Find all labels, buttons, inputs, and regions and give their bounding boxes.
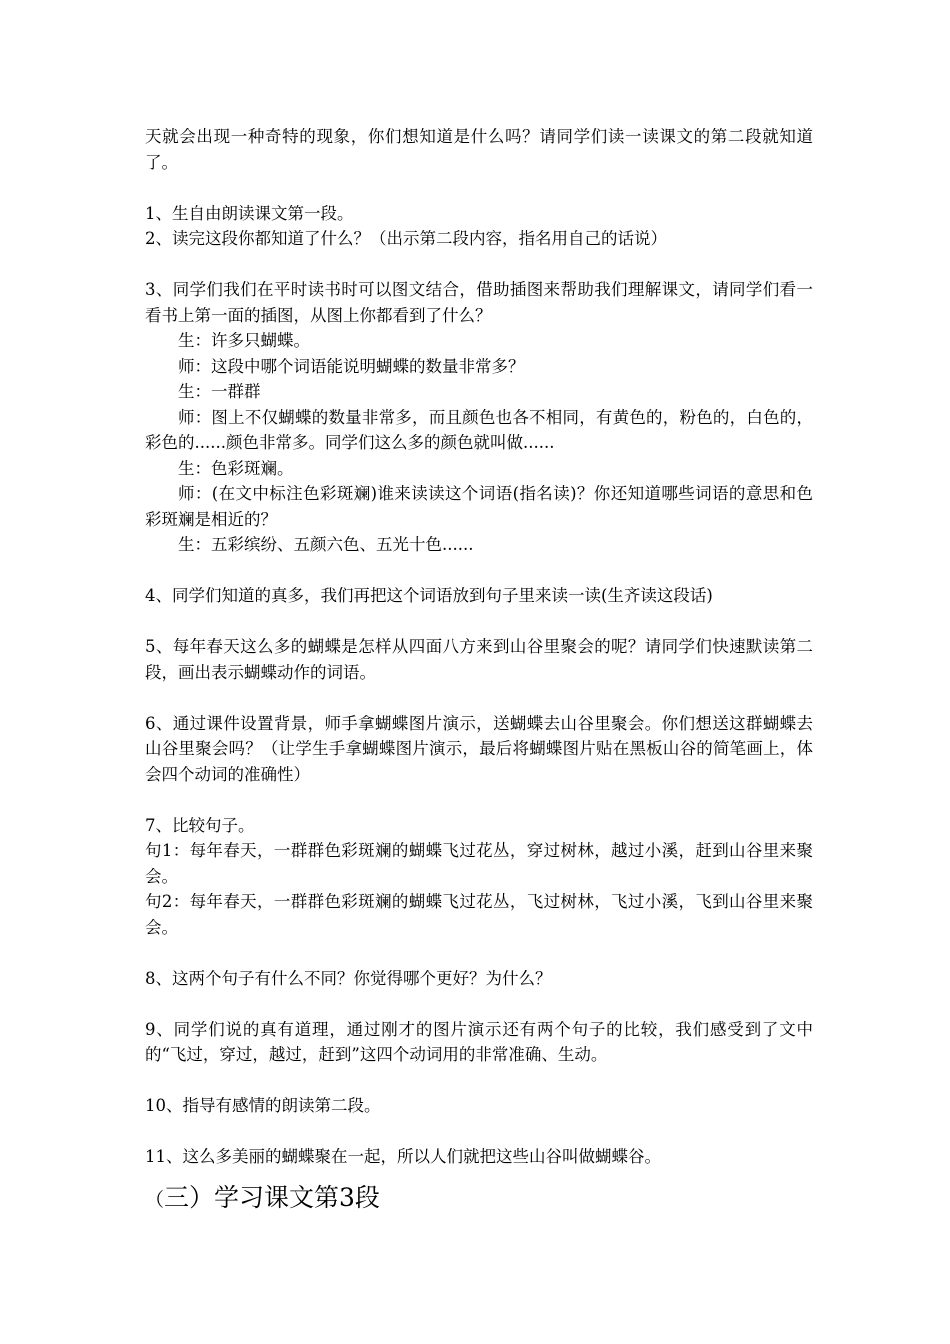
heading-number: 三）	[164, 1183, 215, 1212]
step-8: 8、这两个句子有什么不同？你觉得哪个更好？为什么？	[145, 968, 552, 988]
sentence-1: 句1：每年春天，一群群色彩斑斓的蝴蝶飞过花丛，穿过树林，越过小溪，赶到山谷里来聚会。	[145, 841, 813, 886]
dialogue-line: 师：图上不仅蝴蝶的数量非常多，而且颜色也各不相同，有黄色的，粉色的，白色的，彩色的......颜色非常多。同学们这么多的颜色就叫做......	[145, 407, 813, 452]
step-5: 5、每年春天这么多的蝴蝶是怎样从四面八方来到山谷里聚会的呢？请同学们快速默读第二段，画出表示蝴蝶动作的词语。	[145, 637, 813, 682]
dialogue-line: 生：一群群	[178, 382, 261, 401]
step-11: 11、这么多美丽的蝴蝶聚在一起，所以人们就把这些山谷叫做蝴蝶谷。	[145, 1147, 661, 1166]
step-6: 6、通过课件设置背景，师手拿蝴蝶图片演示，送蝴蝶去山谷里聚会。你们想送这群蝴蝶去山谷里聚会吗？（让学生手拿蝴蝶图片演示，最后将蝴蝶图片贴在黑板山谷的简笔画上，体会四个动词的准确性）	[145, 713, 813, 784]
dialogue-line: 生：五彩缤纷、五颜六色、五光十色......	[178, 535, 474, 554]
step-1: 1、生自由朗读课文第一段。	[145, 203, 354, 223]
dialogue-line: 生：色彩斑斓。	[178, 458, 294, 478]
step-4: 4、同学们知道的真多，我们再把这个词语放到句子里来读一读(生齐读这段话)	[145, 586, 713, 605]
dialogue-line: 师：(在文中标注色彩斑斓)谁来读读这个词语(指名读)？你还知道哪些词语的意思和色彩斑斓是相近的？	[145, 484, 813, 529]
step-2: 2、读完这段你都知道了什么？（出示第二段内容，指名用自己的话说）	[145, 229, 667, 248]
sentence-2: 句2：每年春天，一群群色彩斑斓的蝴蝶飞过花丛，飞过树林，飞过小溪，飞到山谷里来聚会。	[145, 892, 813, 937]
section-heading	[145, 1180, 380, 1218]
heading-paren: （	[145, 1189, 165, 1211]
lesson-body	[145, 124, 813, 1170]
intro-paragraph: 天就会出现一种奇特的现象，你们想知道是什么吗？请同学们读一读课文的第二段就知道了。	[145, 127, 813, 172]
step-9: 9、同学们说的真有道理，通过刚才的图片演示还有两个句子的比较，我们感受到了文中的“飞过，穿过，越过，赶到”这四个动词用的非常准确、生动。	[145, 1019, 813, 1064]
dialogue-line: 师：这段中哪个词语能说明蝴蝶的数量非常多？	[178, 356, 525, 376]
step-7: 7、比较句子。	[145, 815, 255, 835]
dialogue-line: 生：许多只蝴蝶。	[178, 331, 310, 350]
step-3: 3、同学们我们在平时读书时可以图文结合，借助插图来帮助我们理解课文，请同学们看一看书上第一面的插图，从图上你都看到了什么？	[145, 280, 813, 325]
heading-title: 学习课文第3段	[214, 1183, 380, 1212]
step-10: 10、指导有感情的朗读第二段。	[145, 1096, 381, 1115]
